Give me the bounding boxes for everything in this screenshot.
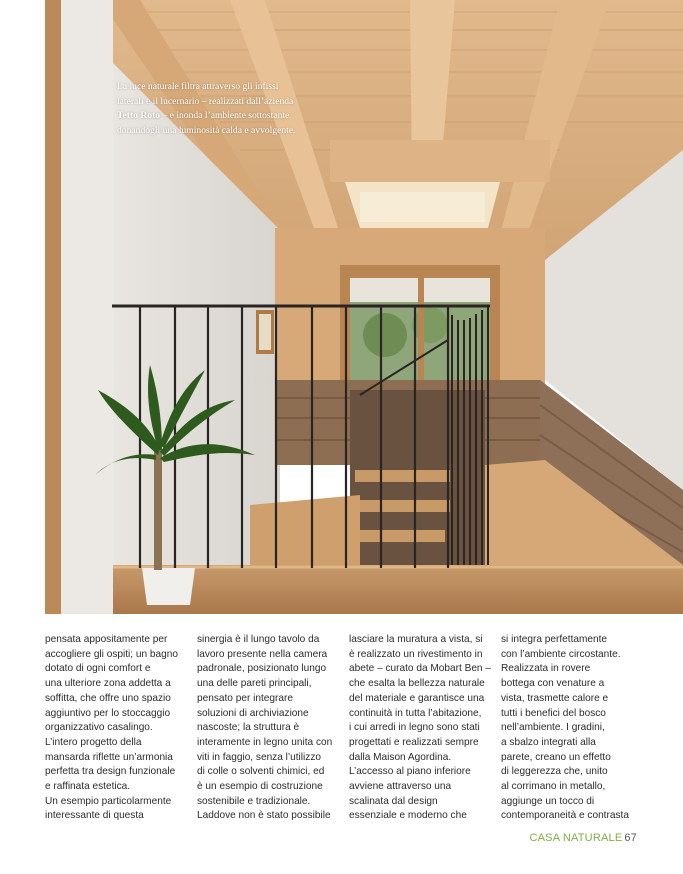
text-line: continuità in tutta l’abitazione, xyxy=(349,707,482,719)
text-line: e raffinata estetica. xyxy=(45,781,131,793)
text-line: una delle pareti principali, xyxy=(197,678,312,690)
text-column-3 xyxy=(349,633,491,824)
text-line: pensato per integrare xyxy=(197,692,293,704)
text-line: aggiuntivo per lo stoccaggio xyxy=(45,707,171,719)
text-line: una ulteriore zona addetta a xyxy=(45,678,171,690)
text-line: si integra perfettamente xyxy=(501,634,608,645)
text-line: a sbalzo integrati alla xyxy=(501,736,596,748)
text-line: L’intero progetto della xyxy=(45,736,142,748)
text-line: di leggerezza che, unito xyxy=(501,766,608,778)
text-line: nell’ambiente. I gradini, xyxy=(501,722,605,734)
text-line: vista, trasmette calore e xyxy=(501,692,609,704)
text-line: pensata appositamente per xyxy=(45,634,168,645)
text-line: bottega con venature a xyxy=(501,678,605,690)
text-line: sinergia è il lungo tavolo da xyxy=(197,634,320,645)
text-line: perfetta tra design funzionale xyxy=(45,766,176,778)
text-line: interessante di questa xyxy=(45,810,144,822)
text-line: che esalta la bellezza naturale xyxy=(349,678,485,690)
text-line: soffitta, che offre uno spazio xyxy=(45,692,171,704)
text-line: sostenibile e tradizionale. xyxy=(197,795,311,807)
text-line: abete – curato da Mobart Ben – xyxy=(349,663,491,675)
text-line: tutti i benefici del bosco xyxy=(501,707,606,719)
text-line: padronale, posizionato lungo xyxy=(197,663,327,675)
text-line: contemporaneità e contrasta xyxy=(501,810,629,822)
text-column-4 xyxy=(501,633,643,824)
text-line: Laddove non è stato possibile xyxy=(197,810,331,822)
text-line: Realizzata in rovere xyxy=(501,663,591,675)
text-line: interamente in legno unita con xyxy=(197,736,333,748)
text-line: è realizzato un rivestimento in xyxy=(349,648,483,660)
text-line: organizzativo casalingo. xyxy=(45,722,153,734)
text-line: dotato di ogni comfort e xyxy=(45,663,151,675)
text-line: del materiale e garantisce una xyxy=(349,692,485,704)
page-number: 67 xyxy=(624,832,637,844)
text-column-2 xyxy=(197,633,339,824)
photo-caption xyxy=(117,80,347,138)
text-line: essenziale e moderno che xyxy=(349,810,467,822)
text-line: lasciare la muratura a vista, si xyxy=(349,634,483,645)
caption-line: La luce naturale filtra attraverso gli infissi xyxy=(117,81,279,92)
text-line: L’accesso al piano inferiore xyxy=(349,766,471,778)
text-line: lavoro presente nella camera xyxy=(197,648,328,660)
caption-line: laterali e il lucernario – realizzati dall’azienda xyxy=(117,95,294,107)
text-line: Un esempio particolarmente xyxy=(45,795,172,807)
text-line: con l’ambiente circostante. xyxy=(501,648,621,660)
text-line: accogliere gli ospiti; un bagno xyxy=(45,648,178,660)
caption-line xyxy=(117,109,347,124)
text-line: scalinata dal design xyxy=(349,795,438,807)
text-column-1 xyxy=(45,633,187,824)
text-line: è un esempio di costruzione xyxy=(197,781,323,793)
text-line: parete, creano un effetto xyxy=(501,751,611,763)
text-line: avviene attraverso una xyxy=(349,781,452,793)
magazine-name: CASA NATURALE xyxy=(529,832,623,844)
text-line: progettati e realizzati sempre xyxy=(349,736,479,748)
caption-line-rest: – e inonda l’ambiente sottostante xyxy=(160,110,290,122)
text-line: dalla Maison Agordina. xyxy=(349,751,452,763)
text-line: di colle o solventi chimici, ed xyxy=(197,766,325,778)
text-line: nascoste; la struttura è xyxy=(197,722,300,734)
caption-line: donandogli una luminosità calda e avvolgente. xyxy=(117,124,296,136)
caption-company: Tetto Roto xyxy=(117,110,161,122)
text-line: mansarda riflette un’armonia xyxy=(45,751,173,763)
text-line: soluzioni di archiviazione xyxy=(197,707,309,719)
text-line: al corrimano in metallo, xyxy=(501,781,606,793)
text-line: i cui arredi in legno sono stati xyxy=(349,722,480,734)
page-footer xyxy=(529,832,637,844)
text-line: aggiunge un tocco di xyxy=(501,795,595,807)
text-line: viti in faggio, senza l’utilizzo xyxy=(197,751,321,763)
